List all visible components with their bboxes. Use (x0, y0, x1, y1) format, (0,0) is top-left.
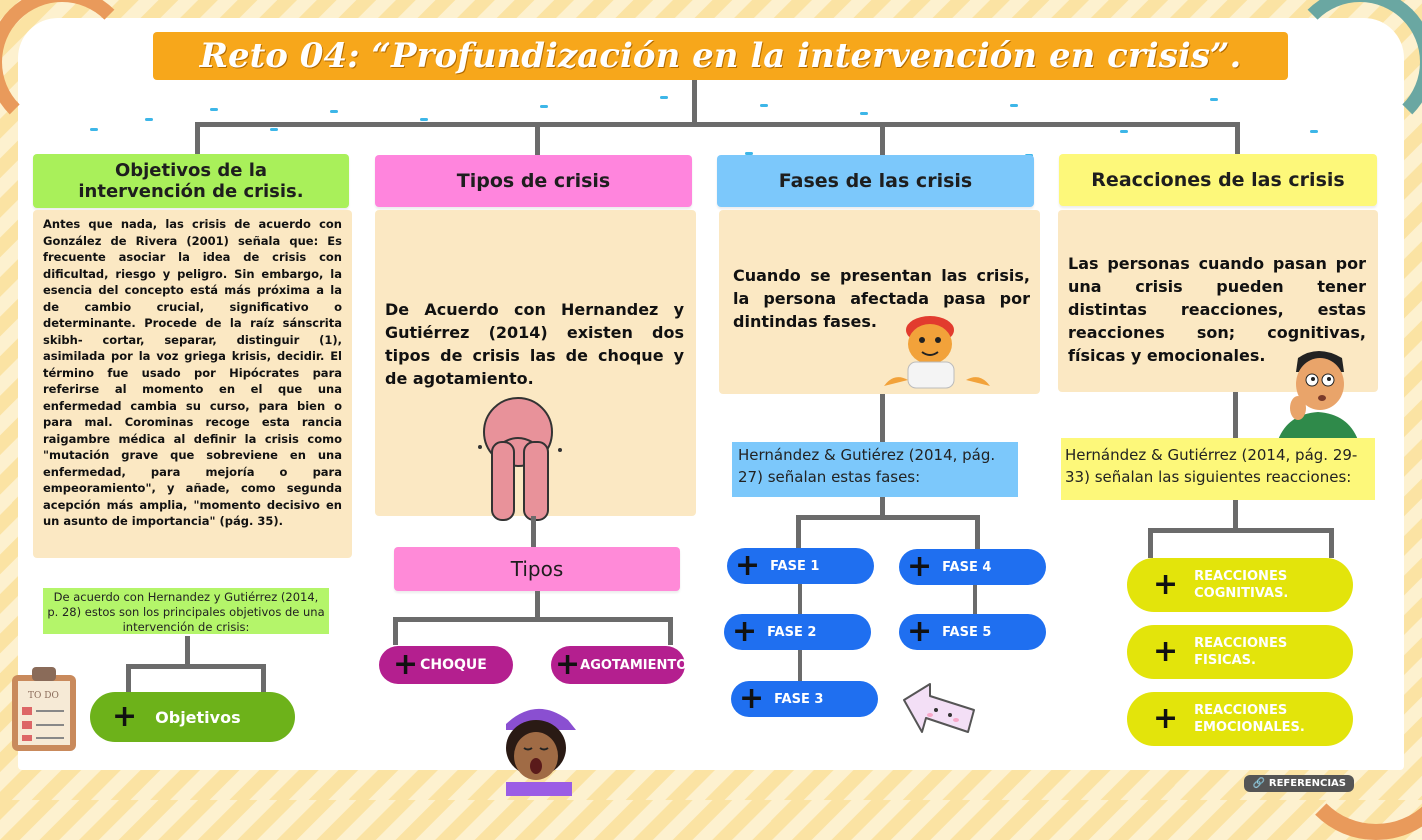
fase-5-button[interactable] (899, 614, 1046, 650)
confetti (860, 112, 868, 115)
fases-note-text: Hernández & Gutiérez (2014, pág. 27) señalan estas fases: (738, 446, 996, 486)
reacciones-note (1061, 438, 1375, 500)
connector-line (531, 516, 536, 548)
plus-icon: + (907, 549, 933, 584)
connector-line (668, 617, 673, 645)
corner-decoration (1286, 0, 1422, 136)
tipos-subheader (394, 547, 680, 591)
fase-1-label: FASE 1 (770, 558, 820, 574)
confetti (1210, 98, 1218, 101)
objetivos-header (33, 154, 349, 208)
connector-line (126, 664, 266, 669)
reacciones-emocionales-label: REACCIONES EMOCIONALES. (1194, 703, 1305, 735)
plus-icon: + (1153, 701, 1179, 736)
fases-header (717, 155, 1034, 207)
fase-3-label: FASE 3 (774, 691, 824, 707)
connector-line (195, 122, 200, 156)
reacciones-fisicas-button[interactable] (1127, 625, 1353, 679)
crying-character-illustration (470, 392, 570, 522)
connector-line (535, 122, 540, 156)
plus-icon: + (1153, 567, 1179, 602)
choque-button[interactable] (379, 646, 513, 684)
fase-4-label: FASE 4 (942, 559, 992, 575)
references-label: REFERENCIAS (1268, 778, 1346, 789)
confetti (210, 108, 218, 111)
tipos-subheader-text: Tipos (510, 557, 564, 581)
connector-line (973, 584, 977, 616)
reacciones-body: Las personas cuando pasan por una crisis pueden tener distintas reacciones, estas reacciones son; cognitivas, físicas y emocionales. (1068, 254, 1366, 365)
fases-header-text: Fases de las crisis (778, 170, 973, 192)
plus-icon: + (555, 647, 581, 682)
reacciones-header (1059, 154, 1377, 206)
connector-line (796, 515, 801, 549)
clipboard-icon (8, 665, 80, 753)
thinking-man-illustration (1268, 348, 1364, 440)
confetti (420, 118, 428, 121)
connector-line (880, 497, 885, 517)
connector-line (880, 122, 885, 156)
connector-line (195, 122, 1240, 127)
reacciones-emocionales-button[interactable] (1127, 692, 1353, 746)
connector-line (126, 664, 131, 692)
fases-body: Cuando se presentan las crisis, la persona afectada pasa por dintindas fases. (733, 266, 1030, 331)
connector-line (1233, 500, 1238, 530)
confetti (660, 96, 668, 99)
connector-line (393, 617, 398, 645)
confetti (1120, 130, 1128, 133)
connector-line (975, 515, 980, 549)
connector-line (393, 617, 673, 622)
connector-line (1148, 528, 1334, 533)
confetti (1310, 130, 1318, 133)
fase-4-button[interactable] (899, 549, 1046, 585)
reacciones-header-text: Reacciones de las crisis (1091, 169, 1345, 191)
reacciones-fisicas-label: REACCIONES FISICAS. (1194, 636, 1288, 668)
objetivos-card (33, 210, 352, 558)
fase-3-button[interactable] (731, 681, 878, 717)
puppet-character-illustration (880, 310, 996, 390)
fase-1-button[interactable] (727, 548, 874, 584)
page-title: Reto 04: “Profundización en la intervención en crisis”. (199, 36, 1242, 76)
connector-line (1235, 122, 1240, 156)
connector-line (798, 649, 802, 683)
connector-line (796, 515, 980, 520)
sad-character-illustration (488, 700, 588, 796)
objetivos-button-label: Objetivos (155, 707, 241, 727)
confetti (540, 105, 548, 108)
choque-button-label: CHOQUE (420, 657, 487, 673)
reacciones-cognitivas-button[interactable] (1127, 558, 1353, 612)
reacciones-note-text: Hernández & Gutiérrez (2014, pág. 29-33) señalan las siguientes reacciones: (1065, 446, 1358, 486)
corner-decoration (0, 0, 136, 136)
confetti (760, 104, 768, 107)
agotamiento-button[interactable] (551, 646, 688, 684)
connector-line (185, 636, 190, 666)
confetti (90, 128, 98, 131)
plus-icon: + (112, 699, 138, 734)
plus-icon: + (1153, 634, 1179, 669)
connector-line (261, 664, 266, 692)
connector-line (1329, 528, 1334, 558)
title-bar (153, 32, 1288, 80)
connector-line (798, 584, 802, 616)
tipos-header (375, 155, 692, 207)
fase-2-label: FASE 2 (767, 624, 817, 640)
tipos-header-text: Tipos de crisis (456, 170, 611, 192)
reacciones-cognitivas-label: REACCIONES COGNITIVAS. (1194, 569, 1289, 601)
confetti (270, 128, 278, 131)
clipboard-label: TO DO (28, 691, 59, 701)
confetti (330, 110, 338, 113)
tipos-body: De Acuerdo con Hernandez y Gutiérrez (2014) existen dos tipos de crisis las de choque y de agotamiento. (385, 300, 684, 388)
confetti (145, 118, 153, 121)
connector-line (1148, 528, 1153, 558)
fase-2-button[interactable] (724, 614, 871, 650)
agotamiento-button-label: AGOTAMIENTO (580, 657, 688, 673)
references-button[interactable] (1244, 775, 1354, 792)
connector-line (880, 394, 885, 442)
plus-icon: + (735, 548, 761, 583)
objetivos-note (43, 588, 329, 634)
plus-icon: + (732, 614, 758, 649)
arrow-sticker-icon (900, 682, 980, 742)
connector-line (1233, 392, 1238, 438)
plus-icon: + (739, 681, 765, 716)
connector-line (692, 80, 697, 124)
objetivos-note-text: De acuerdo con Hernandez y Gutiérrez (2014, p. 28) estos son los principales objetivos de una intervención de crisis: (47, 590, 325, 634)
fase-5-label: FASE 5 (942, 624, 992, 640)
fases-note (732, 442, 1018, 497)
objetivos-button[interactable] (90, 692, 295, 742)
connector-line (535, 591, 540, 619)
plus-icon: + (393, 647, 419, 682)
plus-icon: + (907, 614, 933, 649)
confetti (1010, 104, 1018, 107)
objetivos-header-text: Objetivos de la intervención de crisis. (78, 160, 304, 202)
link-icon: 🔗 (1252, 778, 1265, 789)
objetivos-body: Antes que nada, las crisis de acuerdo con González de Rivera (2001) señala que: Es frecuente asociar la idea de crisis con dificultad, riesgo y peligro. Sin embargo, la esencia del concepto está más próxima a la de cambio crucial, significativo o determinante. Procede de la raíz sánscrita skibh- cortar, separar, distinguir (1), asimilada por la voz griega krisis, decidir. El término fue usado por Hipócrates para referirse al momento en el que una enfermedad cambia su curso, para bien o para mal. Corominas recoge esta rancia raigambre médica al definir la crisis como "mutación grave que sobreviene en una enfermedad, para mejoría o para empeoramiento", y añade, como segunda acepción más amplia, "momento decisivo en un asunto de importancia" (pág. 35). (43, 217, 342, 528)
